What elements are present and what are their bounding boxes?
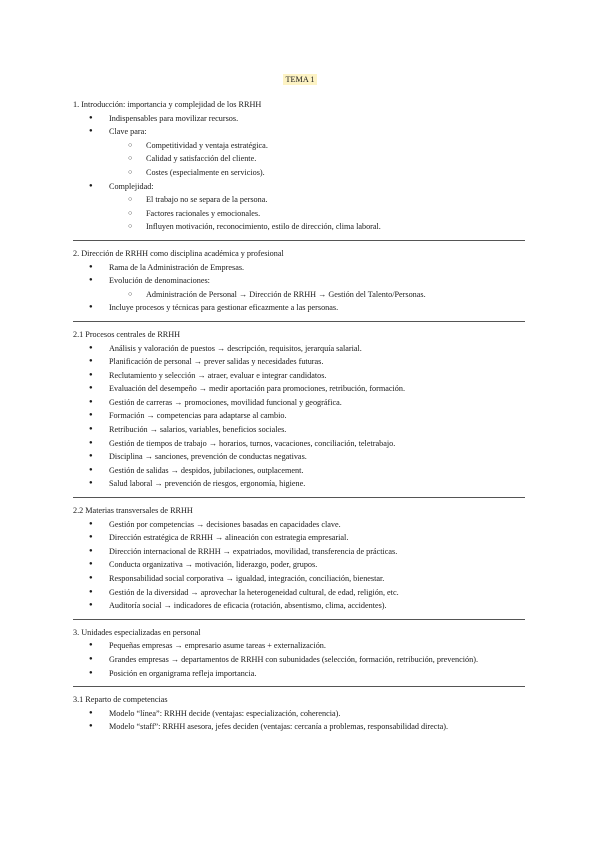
bullet-item: ● Auditoría social → indicadores de eficacia (rotación, absentismo, clima, accidentes). [73, 599, 525, 613]
sub-bullet-item: ○ El trabajo no se separa de la persona. [73, 193, 525, 207]
section-heading: 2. Dirección de RRHH como disciplina académica y profesional [73, 248, 284, 258]
section-heading: 2.2 Materias transversales de RRHH [73, 506, 193, 516]
section [73, 98, 525, 234]
section-divider [73, 686, 525, 687]
bullet-list [73, 639, 525, 680]
bullet-item: ● Complejidad: [73, 180, 525, 194]
bullet-item: ● Gestión de la diversidad → aprovechar la heterogeneidad cultural, de edad, religión, etc. [73, 586, 525, 600]
bullet-item: ● Retribución → salarios, variables, beneficios sociales. [73, 423, 525, 437]
page-title [0, 73, 600, 87]
bullet-list [73, 707, 525, 734]
section-divider [73, 497, 525, 498]
bullet-item: ● Planificación de personal → prever salidas y necesidades futuras. [73, 355, 525, 369]
bullet-item: ● Conducta organizativa → motivación, liderazgo, poder, grupos. [73, 558, 525, 572]
bullet-item: ● Dirección internacional de RRHH → expatriados, movilidad, transferencia de prácticas. [73, 545, 525, 559]
title-highlight: TEMA 1 [283, 74, 318, 85]
section-divider [73, 619, 525, 620]
bullet-item: ● Pequeñas empresas → empresario asume tareas + externalización. [73, 639, 525, 653]
document-body [73, 98, 525, 734]
section-heading: 2.1 Procesos centrales de RRHH [73, 329, 181, 339]
bullet-list [73, 112, 525, 234]
bullet-item: ● Incluye procesos y técnicas para gestionar eficazmente a las personas. [73, 301, 525, 315]
bullet-item: ● Evolución de denominaciones: [73, 274, 525, 288]
bullet-item: ● Indispensables para movilizar recursos. [73, 112, 525, 126]
bullet-item: ● Clave para: [73, 125, 525, 139]
bullet-item: ● Dirección estratégica de RRHH → alineación con estrategia empresarial. [73, 531, 525, 545]
section-heading: 3. Unidades especializadas en personal [73, 627, 201, 637]
sub-bullet-item: ○ Costes (especialmente en servicios). [73, 166, 525, 180]
section [73, 626, 525, 680]
bullet-item: ● Gestión de tiempos de trabajo → horarios, turnos, vacaciones, conciliación, teletrabajo. [73, 437, 525, 451]
sub-bullet-item: ○ Influyen motivación, reconocimiento, estilo de dirección, clima laboral. [73, 220, 525, 234]
bullet-item: ● Rama de la Administración de Empresas. [73, 261, 525, 275]
section [73, 328, 525, 491]
bullet-item: ● Disciplina → sanciones, prevención de conductas negativas. [73, 450, 525, 464]
bullet-list [73, 261, 525, 315]
section-divider [73, 240, 525, 241]
sub-bullet-item: ○ Calidad y satisfacción del cliente. [73, 152, 525, 166]
section-heading: 3.1 Reparto de competencias [73, 695, 168, 705]
bullet-list [73, 342, 525, 492]
bullet-item: ● Responsabilidad social corporativa → igualdad, integración, conciliación, bienestar. [73, 572, 525, 586]
bullet-item: ● Gestión de carreras → promociones, movilidad funcional y geográfica. [73, 396, 525, 410]
section [73, 504, 525, 613]
bullet-item: ● Evaluación del desempeño → medir aportación para promociones, retribución, formación. [73, 382, 525, 396]
section-divider [73, 321, 525, 322]
bullet-item: ● Grandes empresas → departamentos de RRHH con subunidades (selección, formación, retribución, prevención). [73, 653, 525, 667]
bullet-item: ● Reclutamiento y selección → atraer, evaluar e integrar candidatos. [73, 369, 525, 383]
sub-bullet-item: ○ Administración de Personal → Dirección de RRHH → Gestión del Talento/Personas. [73, 288, 525, 302]
bullet-item: ● Posición en organigrama refleja importancia. [73, 667, 525, 681]
section [73, 247, 525, 315]
bullet-list [73, 518, 525, 613]
bullet-item: ● Formación → competencias para adaptarse al cambio. [73, 409, 525, 423]
section [73, 693, 525, 734]
bullet-item: ● Modelo “línea”: RRHH decide (ventajas: especialización, coherencia). [73, 707, 525, 721]
bullet-item: ● Análisis y valoración de puestos → descripción, requisitos, jerarquía salarial. [73, 342, 525, 356]
bullet-item: ● Gestión por competencias → decisiones basadas en capacidades clave. [73, 518, 525, 532]
sub-bullet-item: ○ Factores racionales y emocionales. [73, 207, 525, 221]
sub-bullet-item: ○ Competitividad y ventaja estratégica. [73, 139, 525, 153]
bullet-item: ● Modelo “staff”: RRHH asesora, jefes deciden (ventajas: cercanía a problemas, responsabilidad directa). [73, 720, 525, 734]
section-heading: 1. Introducción: importancia y complejidad de los RRHH [73, 100, 262, 109]
bullet-item: ● Salud laboral → prevención de riesgos, ergonomía, higiene. [73, 477, 525, 491]
bullet-item: ● Gestión de salidas → despidos, jubilaciones, outplacement. [73, 464, 525, 478]
